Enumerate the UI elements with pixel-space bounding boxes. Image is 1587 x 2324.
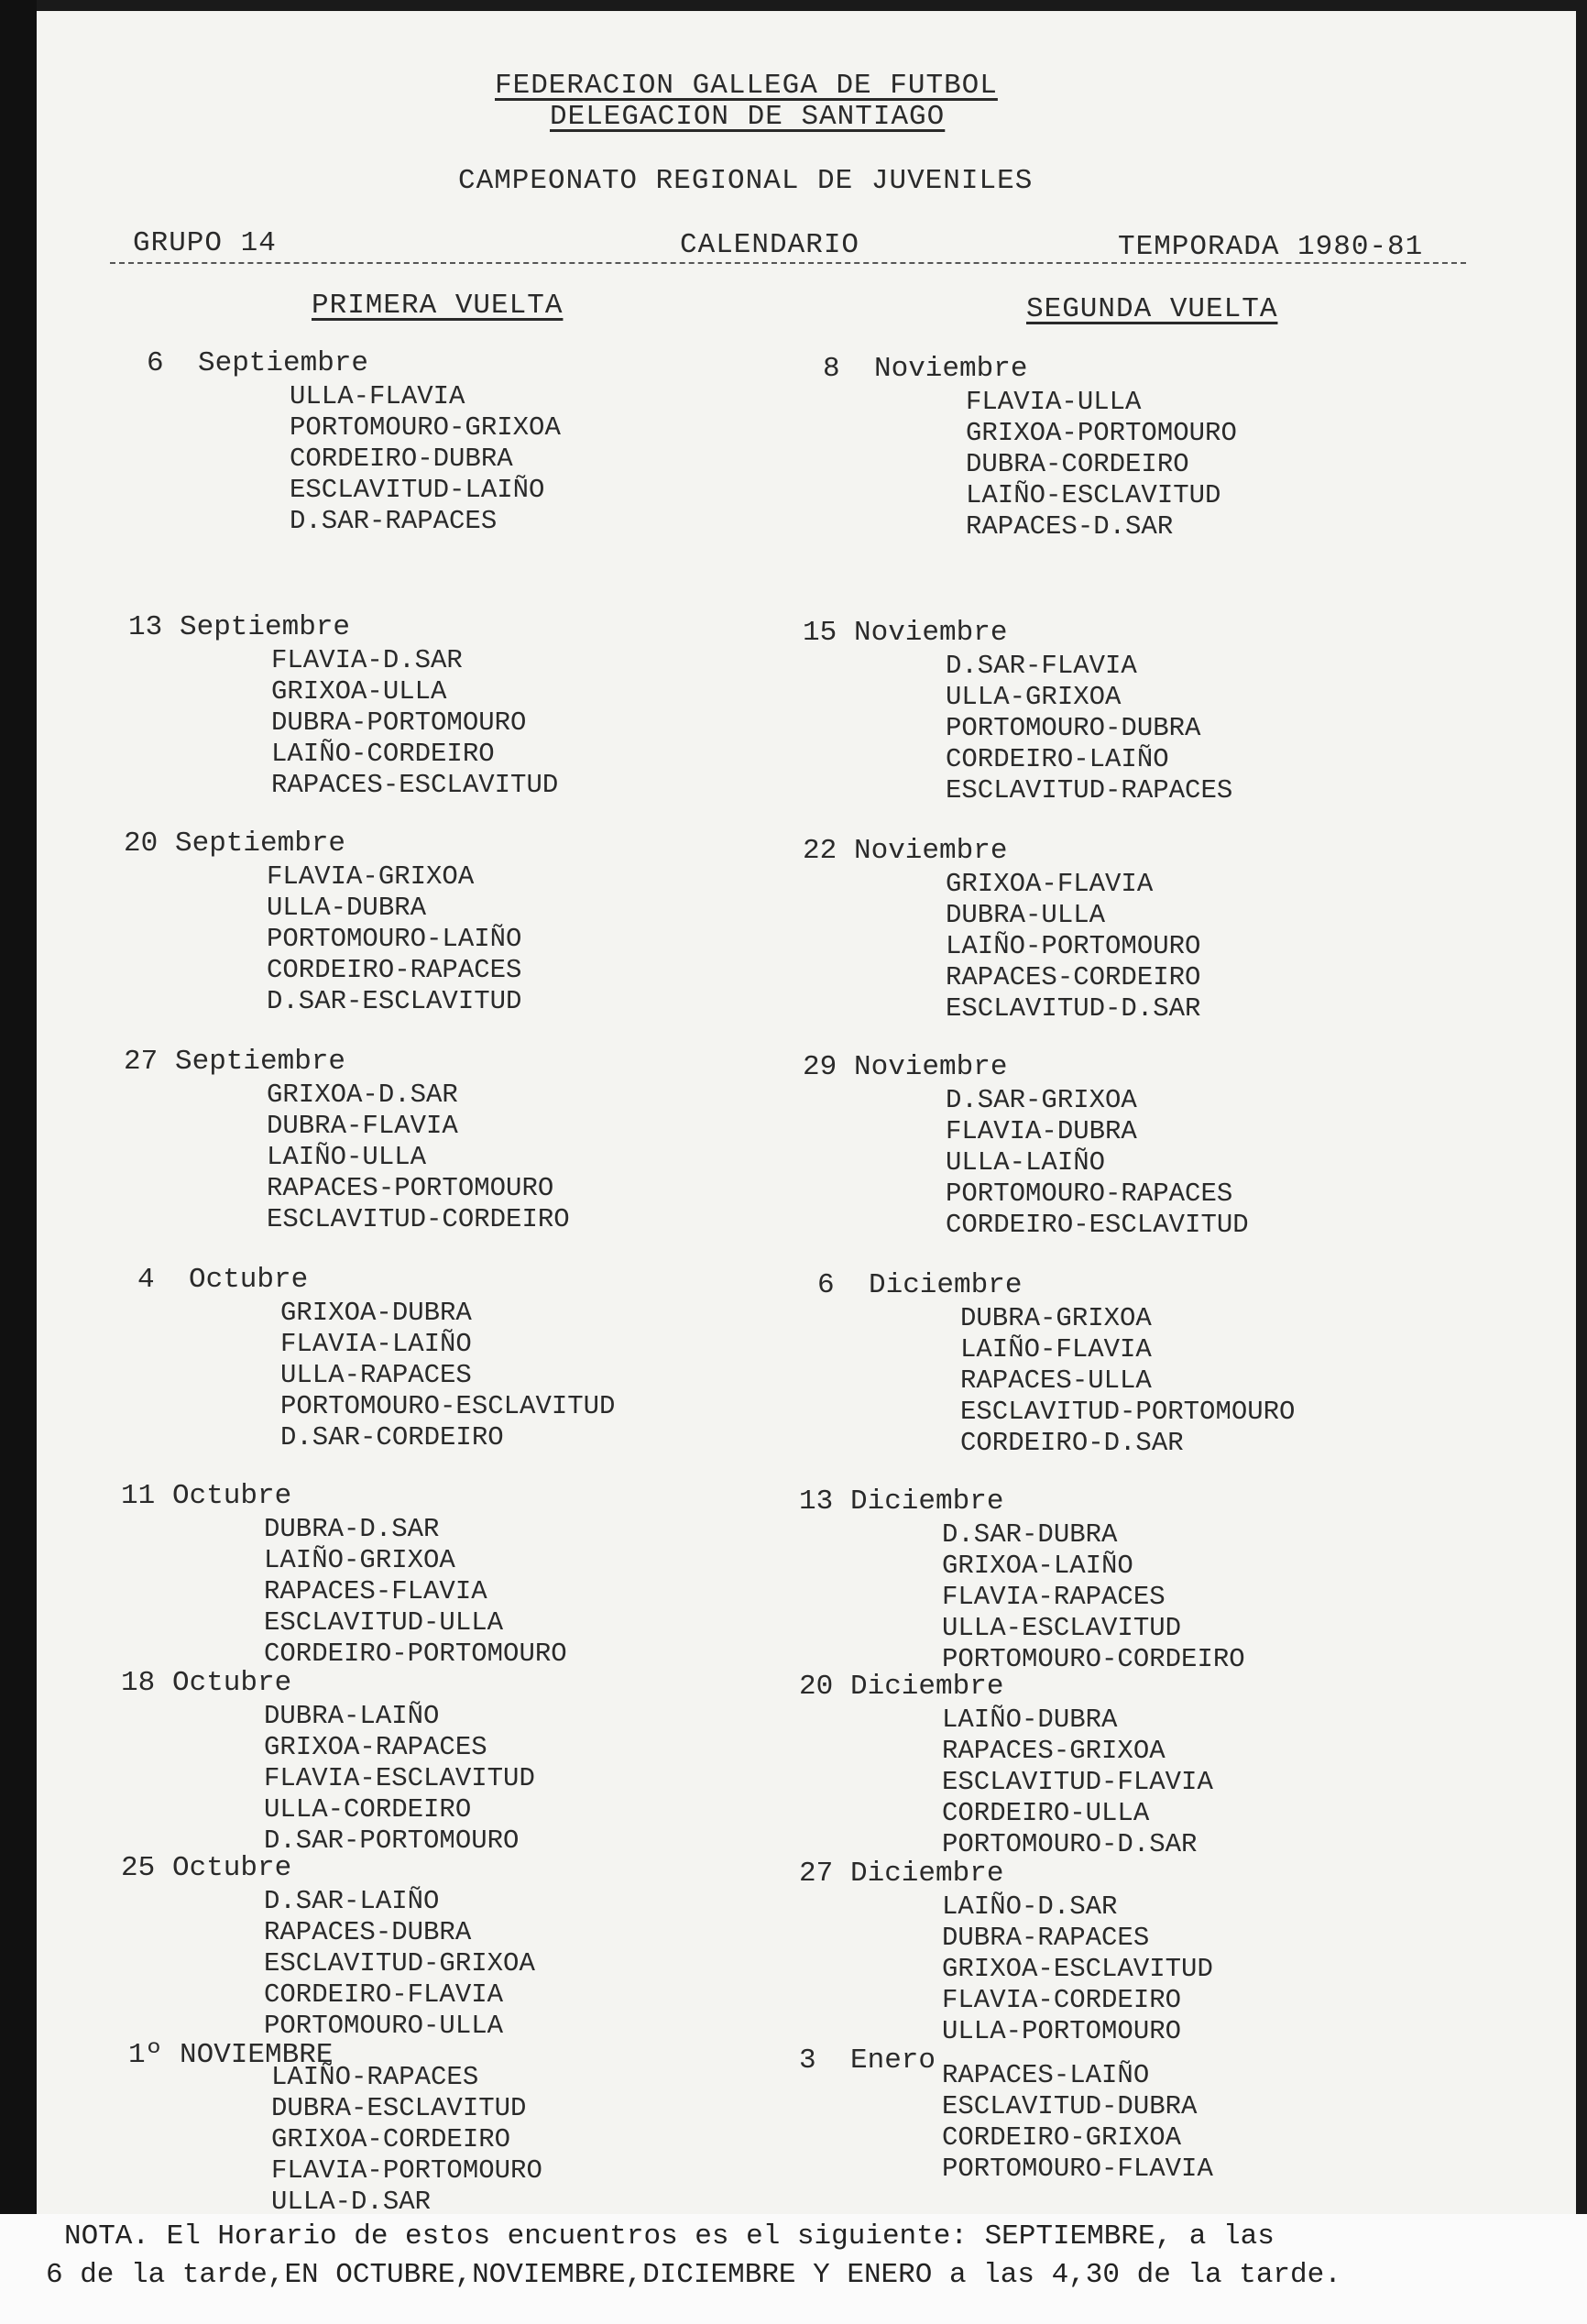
round-day: 18 [121, 1667, 156, 1699]
round-day: 20 [124, 828, 159, 860]
match-item: ULLA-ESCLAVITUD [942, 1613, 1182, 1643]
match-item: D.SAR-FLAVIA [946, 651, 1137, 681]
second_leg-round [803, 616, 1389, 806]
match-item: ULLA-PORTOMOURO [942, 2016, 1182, 2046]
match-list [803, 651, 1389, 806]
match-item: CORDEIRO-ULLA [942, 1798, 1150, 1828]
match-item: ESCLAVITUD-FLAVIA [942, 1767, 1213, 1797]
match-list [124, 861, 710, 1017]
match-item: CORDEIRO-PORTOMOURO [264, 1639, 567, 1669]
first_leg-round [128, 2038, 715, 2218]
match-item: LAIÑO-GRIXOA [264, 1545, 455, 1575]
match-item: GRIXOA-D.SAR [267, 1080, 458, 1110]
match-item: PORTOMOURO-ESCLAVITUD [280, 1391, 616, 1421]
match-item: ESCLAVITUD-D.SAR [946, 993, 1201, 1024]
second_leg-round [803, 834, 1389, 1025]
delegation-title: DELEGACION DE SANTIAGO [550, 101, 946, 133]
match-item: FLAVIA-ULLA [966, 387, 1142, 417]
match-item: D.SAR-PORTOMOURO [264, 1825, 520, 1856]
match-item: D.SAR-LAIÑO [264, 1886, 440, 1916]
note-line-2: 6 de la tarde,EN OCTUBRE,NOVIEMBRE,DICIEMBRE Y ENERO a las 4,30 de la tarde. [46, 2259, 1341, 2291]
second_leg-round [799, 1857, 1385, 2047]
match-item: LAIÑO-CORDEIRO [271, 739, 495, 769]
match-list [803, 1085, 1389, 1241]
match-item: DUBRA-D.SAR [264, 1514, 440, 1544]
match-item: PORTOMOURO-GRIXOA [290, 412, 561, 443]
match-item: RAPACES-CORDEIRO [946, 962, 1201, 992]
match-item: ESCLAVITUD-LAIÑO [290, 475, 545, 505]
match-list [121, 1701, 707, 1857]
match-item: GRIXOA-CORDEIRO [271, 2124, 511, 2154]
match-item: LAIÑO-DUBRA [942, 1705, 1118, 1735]
match-list [823, 387, 1409, 543]
header-rule [110, 262, 1466, 264]
match-item: RAPACES-PORTOMOURO [267, 1173, 554, 1203]
round-month: Diciembre [850, 1485, 1004, 1518]
match-item: RAPACES-DUBRA [264, 1917, 472, 1947]
round-month: Noviembre [874, 353, 1028, 385]
second_leg-round [799, 1670, 1385, 1860]
round-day: 13 [128, 611, 163, 643]
first_leg-round [128, 610, 715, 801]
match-item: ULLA-LAIÑO [946, 1147, 1106, 1178]
round-month: Octubre [189, 1264, 309, 1296]
first_leg-round [147, 346, 733, 537]
match-item: DUBRA-FLAVIA [267, 1111, 458, 1141]
round-day: 25 [121, 1852, 156, 1884]
match-item: DUBRA-RAPACES [942, 1923, 1150, 1953]
schedule-note [46, 2218, 1530, 2295]
match-item: PORTOMOURO-FLAVIA [942, 2154, 1213, 2184]
match-item: GRIXOA-PORTOMOURO [966, 418, 1237, 448]
match-item: CORDEIRO-DUBRA [290, 444, 513, 474]
match-item: ESCLAVITUD-DUBRA [942, 2091, 1198, 2121]
match-list [128, 2062, 715, 2218]
match-item: ESCLAVITUD-CORDEIRO [267, 1204, 570, 1234]
round-day: 6 [817, 1269, 835, 1301]
calendar-label: CALENDARIO [680, 229, 860, 261]
second_leg-round [799, 1485, 1385, 1675]
round-date [803, 616, 1389, 651]
round-day: 4 [137, 1264, 155, 1296]
match-item: LAIÑO-PORTOMOURO [946, 931, 1201, 961]
round-month: Septiembre [198, 347, 369, 379]
round-day: 15 [803, 617, 837, 649]
match-item: LAIÑO-ESCLAVITUD [966, 480, 1221, 510]
match-item: ULLA-FLAVIA [290, 381, 465, 411]
match-item: GRIXOA-FLAVIA [946, 869, 1154, 899]
round-month: Octubre [172, 1667, 292, 1699]
match-item: FLAVIA-PORTOMOURO [271, 2155, 542, 2186]
round-month: Noviembre [854, 617, 1008, 649]
round-day: 27 [124, 1046, 159, 1078]
round-month: Enero [850, 2044, 936, 2077]
round-month: Noviembre [854, 1051, 1008, 1083]
round-month: Diciembre [850, 1858, 1004, 1890]
first-leg-title: PRIMERA VUELTA [312, 290, 564, 322]
round-day: 20 [799, 1671, 834, 1703]
round-day: 8 [823, 353, 840, 385]
round-day: 13 [799, 1485, 834, 1518]
match-item: D.SAR-RAPACES [290, 506, 498, 536]
match-list [137, 1298, 724, 1453]
match-list [799, 1519, 1385, 1675]
round-day: 6 [147, 347, 164, 379]
match-list [817, 1303, 1404, 1459]
match-item: FLAVIA-RAPACES [942, 1582, 1166, 1612]
federation-title: FEDERACION GALLEGA DE FUTBOL [495, 70, 998, 102]
match-item: D.SAR-GRIXOA [946, 1085, 1137, 1115]
first_leg-round [121, 1479, 707, 1670]
round-month: Septiembre [180, 611, 351, 643]
match-list [803, 869, 1389, 1025]
match-item: D.SAR-CORDEIRO [280, 1422, 504, 1452]
match-item: GRIXOA-ULLA [271, 676, 447, 707]
round-month: Octubre [172, 1852, 292, 1884]
match-item: DUBRA-ULLA [946, 900, 1106, 930]
round-day: 11 [121, 1480, 156, 1512]
round-day: 29 [803, 1051, 837, 1083]
match-item: CORDEIRO-RAPACES [267, 955, 522, 985]
round-month: Septiembre [175, 1046, 346, 1078]
second_leg-round [817, 1268, 1404, 1459]
match-item: FLAVIA-CORDEIRO [942, 1985, 1182, 2015]
round-date [803, 1050, 1389, 1085]
match-item: ULLA-CORDEIRO [264, 1794, 472, 1825]
round-month: Diciembre [850, 1671, 1004, 1703]
round-date [799, 1670, 1385, 1705]
round-date [137, 1263, 724, 1298]
match-item: FLAVIA-ESCLAVITUD [264, 1763, 535, 1793]
second-leg-title: SEGUNDA VUELTA [1026, 293, 1278, 325]
match-item: ULLA-D.SAR [271, 2187, 432, 2217]
round-date [121, 1479, 707, 1514]
scan-border [0, 0, 37, 2324]
match-list [147, 381, 733, 537]
round-date [121, 1666, 707, 1701]
first_leg-round [124, 827, 710, 1017]
round-date [799, 1857, 1385, 1891]
group-label: GRUPO 14 [133, 227, 277, 259]
match-item: RAPACES-ULLA [960, 1365, 1152, 1396]
round-date [124, 1045, 710, 1080]
match-item: DUBRA-LAIÑO [264, 1701, 440, 1731]
match-item: LAIÑO-D.SAR [942, 1891, 1118, 1922]
round-day: 22 [803, 835, 837, 867]
note-line-1: NOTA. El Horario de estos encuentros es el siguiente: SEPTIEMBRE, a las [64, 2220, 1275, 2253]
match-item: GRIXOA-LAIÑO [942, 1551, 1133, 1581]
match-item: ULLA-DUBRA [267, 893, 427, 923]
match-item: ESCLAVITUD-PORTOMOURO [960, 1397, 1296, 1427]
round-date [147, 346, 733, 381]
match-item: PORTOMOURO-DUBRA [946, 713, 1201, 743]
first_leg-round [124, 1045, 710, 1235]
match-item: ESCLAVITUD-ULLA [264, 1607, 504, 1638]
round-month: Septiembre [175, 828, 346, 860]
match-item: RAPACES-D.SAR [966, 511, 1174, 542]
match-item: PORTOMOURO-RAPACES [946, 1178, 1233, 1209]
match-item: RAPACES-ESCLAVITUD [271, 770, 559, 800]
match-item: CORDEIRO-ESCLAVITUD [946, 1210, 1249, 1240]
championship-title: CAMPEONATO REGIONAL DE JUVENILES [458, 165, 1034, 197]
first_leg-round [121, 1666, 707, 1857]
match-list [799, 2060, 1385, 2185]
match-item: PORTOMOURO-LAIÑO [267, 924, 522, 954]
match-list [121, 1514, 707, 1670]
round-day: 3 [799, 2044, 816, 2077]
match-item: FLAVIA-GRIXOA [267, 861, 475, 892]
match-item: DUBRA-ESCLAVITUD [271, 2093, 527, 2123]
second_leg-round [799, 2044, 1385, 2185]
match-item: RAPACES-GRIXOA [942, 1736, 1166, 1766]
match-item: D.SAR-ESCLAVITUD [267, 986, 522, 1016]
match-list [121, 1886, 707, 2042]
first_leg-round [137, 1263, 724, 1453]
round-date [128, 610, 715, 645]
match-item: PORTOMOURO-CORDEIRO [942, 1644, 1245, 1674]
match-item: PORTOMOURO-D.SAR [942, 1829, 1198, 1859]
match-list [799, 1705, 1385, 1860]
match-item: LAIÑO-FLAVIA [960, 1334, 1152, 1365]
round-date [823, 352, 1409, 387]
season-label: TEMPORADA 1980-81 [1118, 231, 1424, 263]
match-item: ULLA-GRIXOA [946, 682, 1122, 712]
round-day: 1º [128, 2039, 163, 2071]
match-item: GRIXOA-DUBRA [280, 1298, 472, 1328]
match-list [799, 1891, 1385, 2047]
match-item: ULLA-RAPACES [280, 1360, 472, 1390]
match-item: RAPACES-LAIÑO [942, 2060, 1150, 2090]
round-date [121, 1851, 707, 1886]
round-month: Noviembre [854, 835, 1008, 867]
match-item: CORDEIRO-D.SAR [960, 1428, 1184, 1458]
match-item: DUBRA-GRIXOA [960, 1303, 1152, 1333]
round-date [817, 1268, 1404, 1303]
match-item: GRIXOA-RAPACES [264, 1732, 487, 1762]
round-day: 27 [799, 1858, 834, 1890]
second_leg-round [803, 1050, 1389, 1241]
match-item: FLAVIA-D.SAR [271, 645, 463, 675]
match-item: PORTOMOURO-ULLA [264, 2011, 504, 2041]
second_leg-round [823, 352, 1409, 543]
match-item: FLAVIA-LAIÑO [280, 1329, 472, 1359]
round-month: NOVIEMBRE [180, 2039, 334, 2071]
match-item: ESCLAVITUD-GRIXOA [264, 1948, 535, 1979]
first_leg-round [121, 1851, 707, 2042]
match-list [124, 1080, 710, 1235]
match-item: CORDEIRO-LAIÑO [946, 744, 1169, 774]
match-item: CORDEIRO-GRIXOA [942, 2122, 1182, 2153]
match-list [128, 645, 715, 801]
match-item: GRIXOA-ESCLAVITUD [942, 1954, 1213, 1984]
match-item: LAIÑO-ULLA [267, 1142, 427, 1172]
match-item: FLAVIA-DUBRA [946, 1116, 1137, 1146]
round-date [803, 834, 1389, 869]
round-date [124, 827, 710, 861]
match-item: RAPACES-FLAVIA [264, 1576, 487, 1606]
round-date [799, 1485, 1385, 1519]
match-item: ESCLAVITUD-RAPACES [946, 775, 1233, 806]
match-item: DUBRA-PORTOMOURO [271, 707, 527, 738]
match-item: LAIÑO-RAPACES [271, 2062, 479, 2092]
match-item: CORDEIRO-FLAVIA [264, 1979, 504, 2010]
match-item: D.SAR-DUBRA [942, 1519, 1118, 1550]
round-month: Octubre [172, 1480, 292, 1512]
match-item: DUBRA-CORDEIRO [966, 449, 1189, 479]
round-month: Diciembre [869, 1269, 1023, 1301]
